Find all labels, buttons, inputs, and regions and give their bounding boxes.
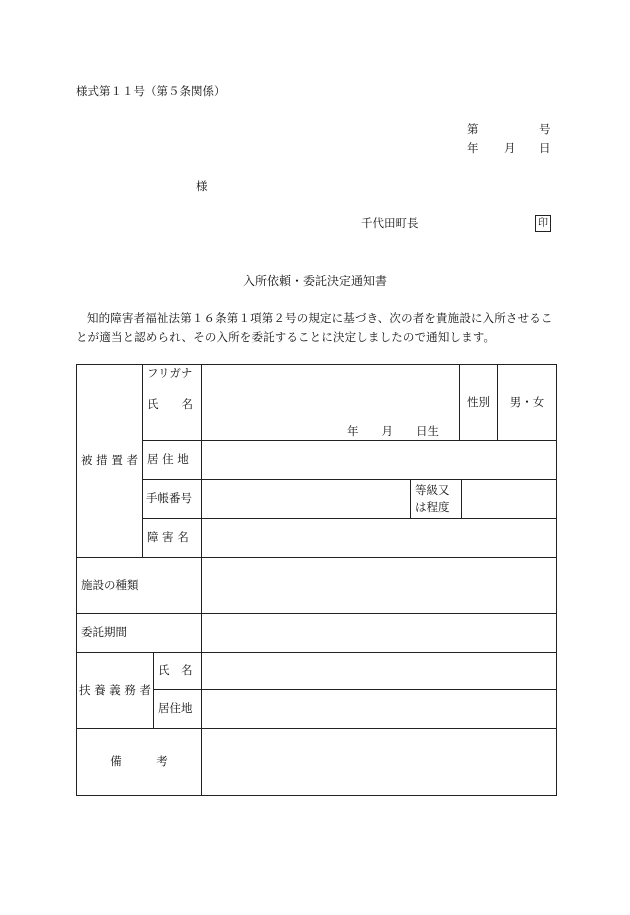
remarks-label: 備 考 xyxy=(110,754,168,769)
handbook-number-field[interactable] xyxy=(205,480,407,518)
table-line xyxy=(153,652,154,729)
table-line xyxy=(201,364,202,796)
address-label: 居 住 地 xyxy=(147,452,189,467)
guardian-address-field[interactable] xyxy=(205,690,553,728)
seal-char: 印 xyxy=(538,217,548,229)
guardian-group-label: 扶 養 義 務 者 xyxy=(78,682,152,697)
address-field[interactable] xyxy=(205,441,553,479)
document-number-suffix: 号 xyxy=(539,122,551,136)
person-group-label: 被 措 置 者 xyxy=(81,453,138,468)
form-number: 様式第１１号（第５条関係） xyxy=(76,84,226,98)
table-line xyxy=(461,479,462,519)
facility-type-field[interactable] xyxy=(205,558,553,613)
contract-period-field[interactable] xyxy=(205,614,553,652)
document-body: 知的障害者福祉法第１６条第１項第２号の規定に基づき、次の者を貴施設に入所させることが適当と認められ、その入所を委託することに決定しましたので通知します。 xyxy=(76,311,553,344)
gender-label: 性別 xyxy=(467,394,490,409)
table-border-right xyxy=(556,364,557,796)
date-month: 月 xyxy=(504,141,516,155)
table-line xyxy=(142,364,143,558)
date-day: 日 xyxy=(539,141,551,155)
name-field[interactable] xyxy=(205,392,455,412)
addressee-honorific: 様 xyxy=(196,179,208,193)
document-number-label: 第 xyxy=(467,122,479,136)
issuer-title: 千代田町長 xyxy=(361,216,419,230)
name-label: 氏 名 xyxy=(147,397,193,412)
grade-or-degree-label: 等級又は程度 xyxy=(415,483,450,514)
seal-box xyxy=(535,215,551,232)
disability-name-label: 障 害 名 xyxy=(147,530,189,545)
date-year: 年 xyxy=(467,141,479,155)
document-title: 入所依頼・委託決定通知書 xyxy=(242,274,387,288)
contract-period-label: 委託期間 xyxy=(81,625,127,640)
birth-date-label: 年 月 日生 xyxy=(347,424,439,439)
furigana-label: フリガナ xyxy=(147,366,193,381)
facility-type-label: 施設の種類 xyxy=(81,577,139,592)
furigana-field[interactable] xyxy=(205,367,455,381)
gender-options[interactable]: 男・女 xyxy=(509,394,545,409)
remarks-field[interactable] xyxy=(205,729,553,795)
handbook-number-label: 手帳番号 xyxy=(146,491,192,506)
guardian-address-label: 居住地 xyxy=(158,701,193,716)
grade-field[interactable] xyxy=(465,480,553,518)
disability-name-field[interactable] xyxy=(205,519,553,557)
guardian-name-field[interactable] xyxy=(205,653,553,689)
table-border-bottom xyxy=(76,795,557,796)
table-line xyxy=(410,479,411,519)
guardian-name-label: 氏 名 xyxy=(158,663,193,678)
